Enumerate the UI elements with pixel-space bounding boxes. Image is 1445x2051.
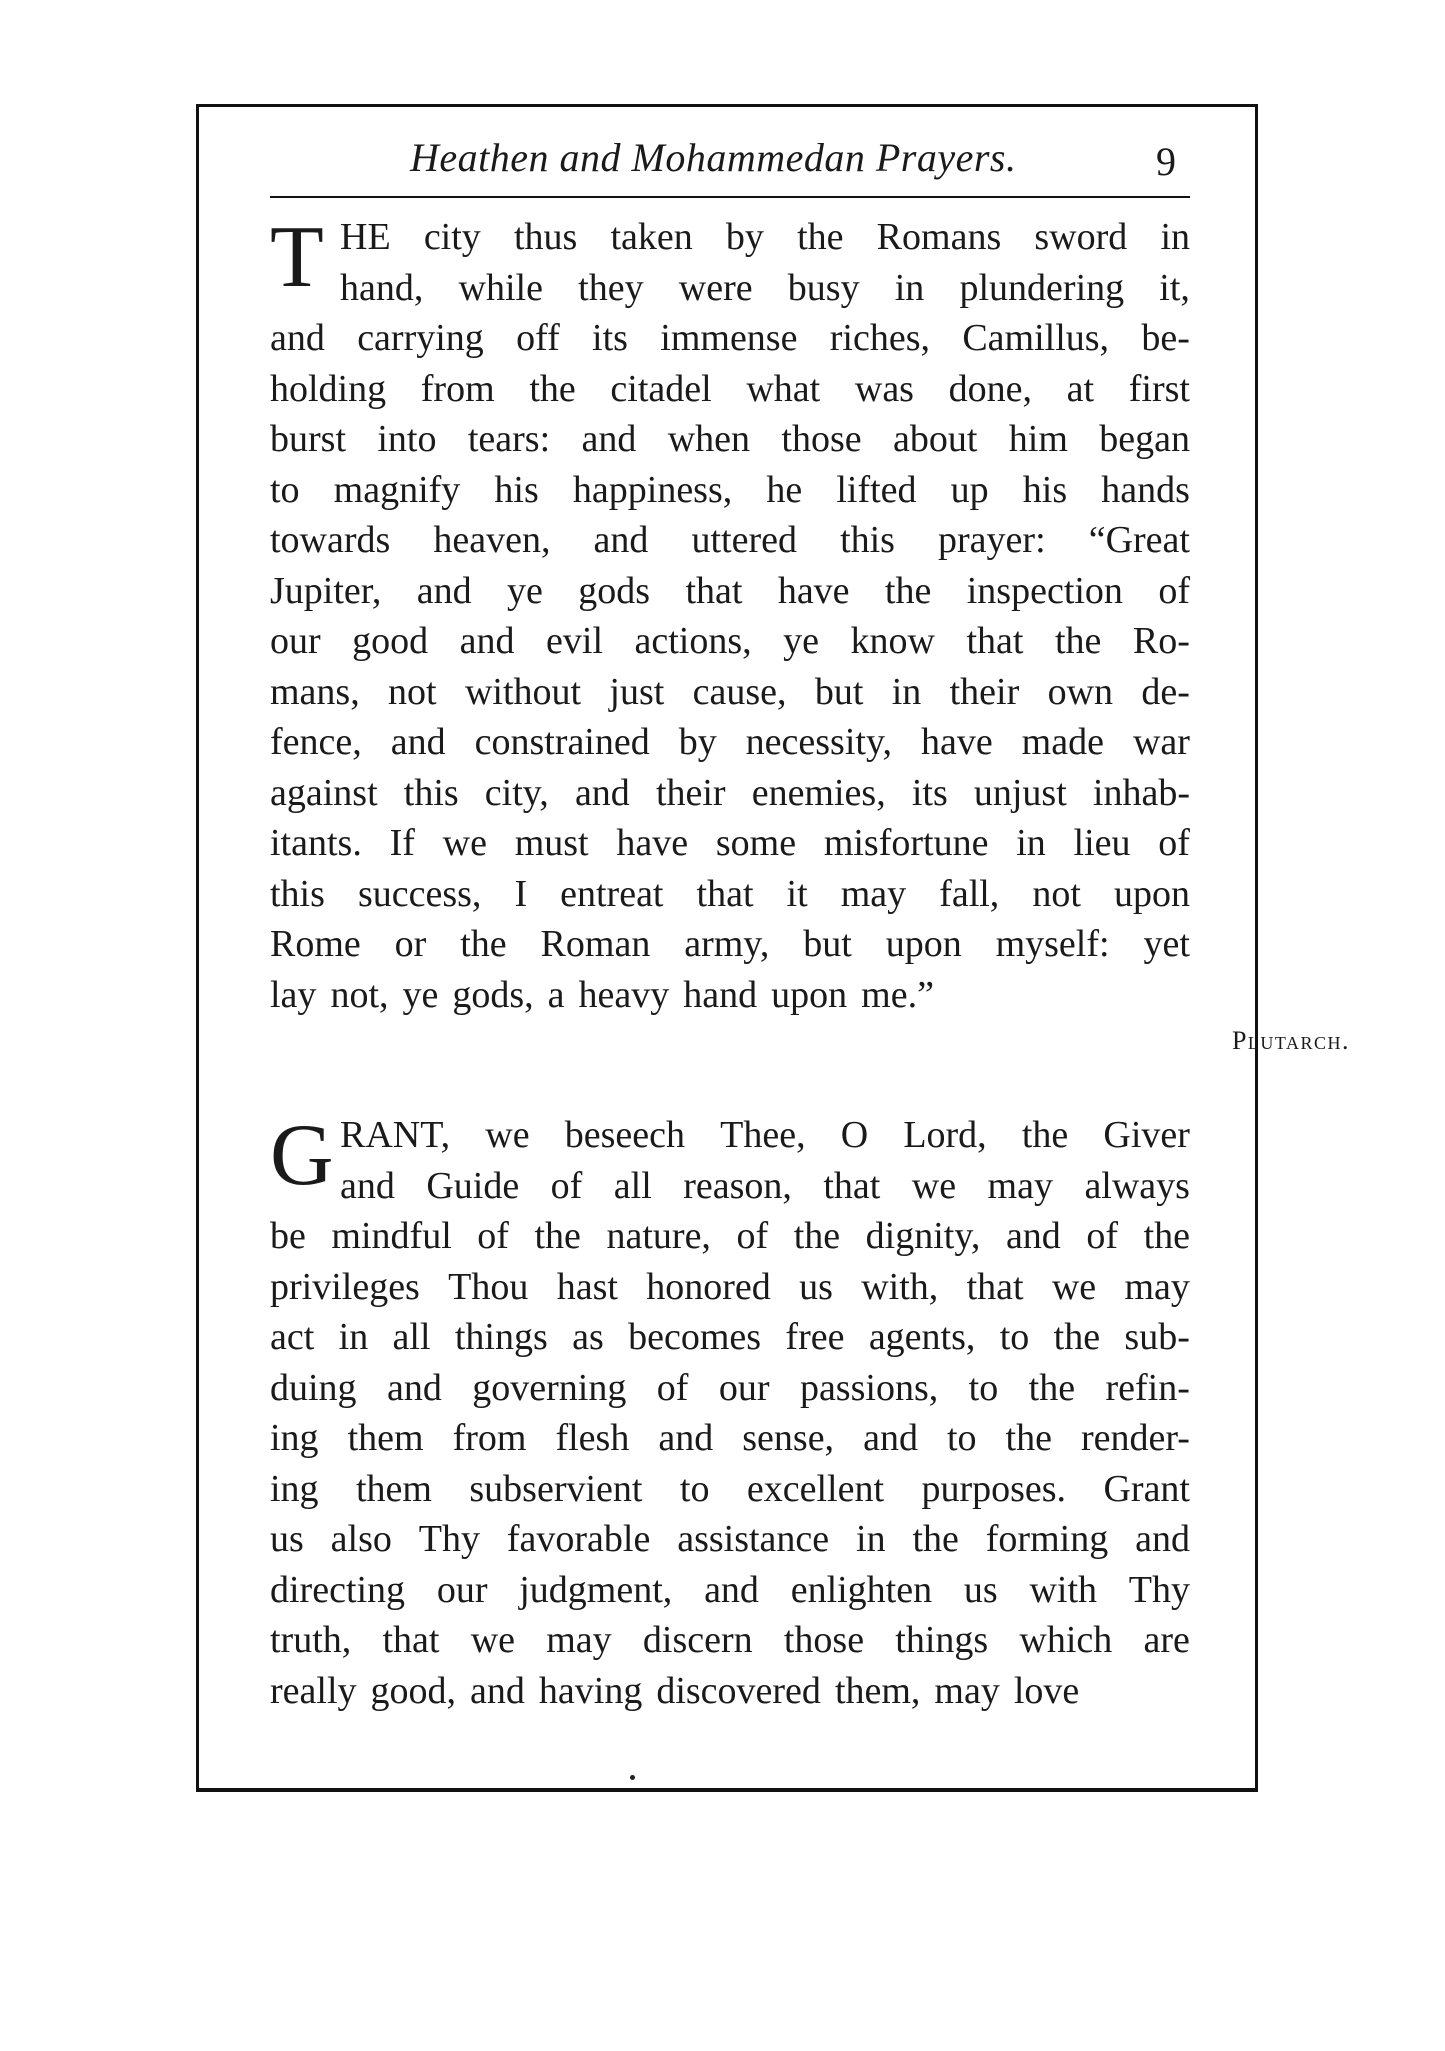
word: in xyxy=(1016,822,1046,864)
word: have xyxy=(616,822,689,864)
word: be- xyxy=(1141,317,1190,359)
word: the xyxy=(534,1215,581,1257)
word: to xyxy=(679,1467,710,1510)
word: itants. xyxy=(270,822,362,864)
word: hast xyxy=(556,1265,618,1308)
text-line xyxy=(270,1666,1190,1717)
word: from xyxy=(452,1417,527,1459)
word: to xyxy=(968,1366,999,1409)
word: and xyxy=(574,771,630,814)
word: in xyxy=(894,266,925,309)
text-line xyxy=(270,717,1190,768)
word: at xyxy=(1066,367,1095,410)
word: ing xyxy=(270,1417,319,1459)
word: lay xyxy=(270,973,317,1016)
word: that xyxy=(966,620,1024,662)
word: to xyxy=(946,1417,977,1459)
word: the xyxy=(912,1518,959,1560)
word: have xyxy=(777,569,850,612)
word: hands xyxy=(1101,468,1190,511)
word: thus xyxy=(513,216,578,258)
word: gods xyxy=(578,569,651,612)
word: may xyxy=(987,1164,1053,1207)
word: city xyxy=(423,216,481,258)
word: we xyxy=(1051,1265,1097,1308)
word: about xyxy=(892,418,978,460)
word: Thy xyxy=(418,1518,480,1560)
word: that xyxy=(685,569,743,612)
text-line xyxy=(270,1464,1190,1515)
word: passions, xyxy=(799,1366,939,1409)
text-line xyxy=(270,970,1190,1021)
word: hand, xyxy=(340,266,424,309)
word: and xyxy=(1005,1215,1061,1257)
word: judgment, xyxy=(519,1568,673,1611)
word: Thee, xyxy=(720,1114,806,1156)
word: evil xyxy=(546,620,604,662)
word: and xyxy=(863,1417,918,1459)
word: misfortune xyxy=(823,822,989,864)
text-line xyxy=(270,1262,1190,1313)
word: without xyxy=(464,670,582,713)
word: immense xyxy=(660,317,798,359)
header-rule xyxy=(270,196,1190,198)
word: RANT, xyxy=(340,1114,451,1156)
word: of xyxy=(550,1164,583,1207)
text-line xyxy=(270,616,1190,667)
word: while xyxy=(458,266,543,309)
word: Grant xyxy=(1103,1467,1190,1510)
word: actions, xyxy=(634,620,752,662)
word: O xyxy=(840,1114,869,1156)
word: we xyxy=(442,822,487,864)
word: that xyxy=(966,1265,1024,1308)
word: Rome xyxy=(270,923,361,965)
word: discovered xyxy=(656,1669,821,1712)
word: ye xyxy=(507,569,543,612)
word: made xyxy=(1021,721,1104,763)
printer-mark xyxy=(630,1775,635,1780)
word: the xyxy=(1143,1215,1190,1257)
word: of xyxy=(736,1215,769,1257)
word: with, xyxy=(861,1265,939,1308)
word: just xyxy=(609,670,665,713)
word: ye xyxy=(783,620,820,662)
word: of xyxy=(477,1215,509,1257)
word: this xyxy=(270,872,325,915)
word: from xyxy=(420,367,495,410)
text-line xyxy=(270,1211,1190,1262)
word: it, xyxy=(1159,266,1190,309)
word: and xyxy=(581,418,637,460)
word: forming xyxy=(985,1518,1109,1560)
word: enlighten xyxy=(790,1568,933,1611)
text-line xyxy=(270,919,1190,970)
word: them xyxy=(355,1467,432,1510)
word: privileges xyxy=(270,1265,420,1308)
word: upon xyxy=(1113,872,1190,915)
page-header xyxy=(270,120,1190,190)
word: not xyxy=(388,670,437,713)
word: city, xyxy=(484,771,549,814)
word: that xyxy=(696,872,754,915)
word: and xyxy=(390,721,446,763)
word: truth, xyxy=(270,1619,352,1661)
text-line xyxy=(270,465,1190,516)
word: hand xyxy=(683,973,758,1016)
word: inspection xyxy=(966,569,1123,612)
text-line xyxy=(270,566,1190,617)
word: entreat xyxy=(560,872,664,915)
word: sword xyxy=(1034,216,1128,258)
passage-camillus-prayer xyxy=(270,209,1190,1020)
word: and xyxy=(459,620,515,662)
word: and xyxy=(704,1568,759,1611)
word: cause, xyxy=(692,670,787,713)
word: their xyxy=(655,771,726,814)
word: things xyxy=(895,1619,989,1661)
word: prayer: xyxy=(938,519,1046,561)
word: good xyxy=(352,620,429,662)
text-line xyxy=(270,212,1190,263)
word: act xyxy=(270,1316,315,1358)
word: of xyxy=(1158,822,1190,864)
word: de- xyxy=(1141,670,1190,713)
word: also xyxy=(330,1518,392,1560)
word: all xyxy=(613,1164,652,1207)
word: dignity, xyxy=(865,1215,981,1257)
word: the xyxy=(529,367,576,410)
word: began xyxy=(1099,418,1190,460)
word: Camillus, xyxy=(962,317,1110,359)
word: to xyxy=(270,468,300,511)
word: plundering xyxy=(959,266,1125,309)
word: the xyxy=(1054,620,1102,662)
word: fence, xyxy=(270,721,362,763)
word: a xyxy=(547,973,565,1016)
word: always xyxy=(1084,1164,1190,1207)
word: directing xyxy=(270,1568,406,1611)
word: taken xyxy=(610,216,693,258)
word: busy xyxy=(787,266,860,309)
word: in xyxy=(338,1316,369,1358)
word: or xyxy=(394,923,427,965)
word: his xyxy=(1022,468,1068,511)
text-line xyxy=(270,414,1190,465)
word: as xyxy=(572,1316,604,1358)
word: our xyxy=(436,1568,488,1611)
dropcap-t: T xyxy=(270,209,324,306)
word: carrying xyxy=(357,317,484,359)
word: some xyxy=(715,822,797,864)
word: and xyxy=(1135,1518,1190,1560)
word: it xyxy=(786,872,808,915)
word: agents, xyxy=(868,1316,976,1358)
word: may xyxy=(546,1619,612,1661)
word: we xyxy=(470,1619,516,1661)
text-line xyxy=(270,515,1190,566)
word: myself: xyxy=(995,923,1110,965)
word: which xyxy=(1019,1619,1113,1661)
word: may xyxy=(934,1669,1000,1712)
word: and xyxy=(470,1669,525,1712)
word: the xyxy=(460,923,507,965)
text-line xyxy=(270,667,1190,718)
word: flesh xyxy=(555,1417,630,1459)
text-line xyxy=(270,1312,1190,1363)
word: and xyxy=(386,1366,442,1409)
word: HE xyxy=(340,216,391,258)
word: lieu xyxy=(1073,822,1131,864)
word: he xyxy=(766,468,803,511)
word: and xyxy=(658,1417,714,1459)
passage-grant-prayer xyxy=(270,1107,1190,1716)
word: Guide xyxy=(426,1164,520,1207)
word: up xyxy=(950,468,989,511)
word: upon xyxy=(771,973,848,1016)
word: love xyxy=(1013,1669,1080,1712)
word: Ro- xyxy=(1132,620,1190,662)
word: governing xyxy=(472,1366,627,1409)
text-line xyxy=(270,1413,1190,1464)
text-line xyxy=(270,1514,1190,1565)
text-line xyxy=(270,1161,1190,1212)
word: what xyxy=(746,367,821,410)
word: citadel xyxy=(610,367,712,410)
word: in xyxy=(1160,216,1190,258)
word: riches, xyxy=(829,317,931,359)
text-line xyxy=(270,1565,1190,1616)
word: nature, xyxy=(606,1215,711,1257)
text-line xyxy=(270,364,1190,415)
word: Lord, xyxy=(903,1114,987,1156)
word: those xyxy=(783,1619,865,1661)
word: assistance xyxy=(677,1518,830,1560)
word: that xyxy=(382,1619,440,1661)
word: constrained xyxy=(474,721,650,763)
word: our xyxy=(718,1366,770,1409)
word: its xyxy=(592,317,628,359)
word: Romans xyxy=(876,216,1002,258)
word: and xyxy=(416,569,472,612)
word: his xyxy=(494,468,539,511)
word: beseech xyxy=(564,1114,685,1156)
dropcap-g: G xyxy=(270,1107,334,1204)
word: its xyxy=(911,771,948,814)
word: yet xyxy=(1143,923,1190,965)
word: this xyxy=(840,519,895,561)
word: us xyxy=(270,1518,304,1560)
word: first xyxy=(1128,367,1190,410)
word: the xyxy=(884,569,932,612)
word: be xyxy=(270,1215,306,1257)
word: heaven, xyxy=(433,519,551,561)
word: favorable xyxy=(506,1518,651,1560)
word: of xyxy=(656,1366,689,1409)
word: of xyxy=(1158,569,1190,612)
word: honored xyxy=(646,1265,771,1308)
word: into xyxy=(377,418,437,460)
word: towards xyxy=(270,519,391,561)
word: happiness, xyxy=(572,468,733,511)
word: them, xyxy=(834,1669,921,1712)
text-line xyxy=(270,313,1190,364)
word: off xyxy=(516,317,560,359)
word: Roman xyxy=(540,923,651,965)
word: not, xyxy=(330,973,389,1016)
word: and xyxy=(593,519,649,561)
word: and xyxy=(270,317,325,359)
word: done, xyxy=(948,367,1033,410)
attribution-plutarch: Plutarch. xyxy=(1231,1026,1350,1055)
word: ye xyxy=(402,973,439,1016)
word: us xyxy=(963,1568,998,1611)
word: purposes. xyxy=(921,1467,1067,1510)
word: tears: xyxy=(467,418,551,460)
word: all xyxy=(392,1316,431,1358)
word: Thou xyxy=(448,1265,529,1308)
word: own xyxy=(1047,670,1114,713)
word: in xyxy=(891,670,922,713)
word: “Great xyxy=(1088,519,1190,561)
word: uttered xyxy=(691,519,797,561)
word: war xyxy=(1132,721,1190,763)
word: their xyxy=(949,670,1020,713)
word: render- xyxy=(1081,1417,1190,1459)
text-line xyxy=(270,1110,1190,1161)
word: the xyxy=(1005,1417,1052,1459)
word: the xyxy=(1028,1366,1076,1409)
word: enemies, xyxy=(751,771,886,814)
word: I xyxy=(514,872,528,915)
word: reason, xyxy=(683,1164,792,1207)
word: him xyxy=(1008,418,1068,460)
word: of xyxy=(1086,1215,1119,1257)
word: necessity, xyxy=(745,721,892,763)
word: unjust xyxy=(973,771,1067,814)
word: with xyxy=(1029,1568,1097,1611)
word: really xyxy=(270,1669,357,1712)
word: must xyxy=(514,822,589,864)
text-line xyxy=(270,768,1190,819)
word: upon xyxy=(885,923,962,965)
word: the xyxy=(1053,1316,1101,1358)
text-line xyxy=(270,1363,1190,1414)
word: are xyxy=(1143,1619,1190,1661)
word: becomes xyxy=(628,1316,762,1358)
word: was xyxy=(854,367,914,410)
word: and xyxy=(340,1164,395,1207)
word: they xyxy=(578,266,644,309)
word: this xyxy=(403,771,459,814)
word: were xyxy=(678,266,753,309)
word: heavy xyxy=(578,973,670,1016)
word: Thy xyxy=(1128,1568,1190,1611)
word: army, xyxy=(684,923,770,965)
word: me.” xyxy=(861,973,934,1016)
word: against xyxy=(270,771,378,814)
word: know xyxy=(850,620,935,662)
word: gods, xyxy=(452,973,534,1016)
word: having xyxy=(538,1669,643,1712)
running-title: Heathen and Mohammedan Prayers. xyxy=(410,135,1017,180)
text-line xyxy=(270,818,1190,869)
word: to xyxy=(999,1316,1030,1358)
word: If xyxy=(389,822,415,864)
word: duing xyxy=(270,1366,357,1409)
word: fall, xyxy=(939,872,1000,915)
word: we xyxy=(911,1164,957,1207)
page-number: 9 xyxy=(1156,139,1176,184)
word: the xyxy=(793,1215,841,1257)
word: the xyxy=(1021,1114,1069,1156)
word: not xyxy=(1032,872,1081,915)
word: have xyxy=(920,721,993,763)
word: inhab- xyxy=(1092,771,1190,814)
word: sense, xyxy=(742,1417,835,1459)
word: our xyxy=(270,620,321,662)
word: discern xyxy=(642,1619,753,1661)
word: subservient xyxy=(469,1467,643,1510)
word: us xyxy=(799,1265,833,1308)
word: but xyxy=(803,923,852,965)
word: holding xyxy=(270,367,387,410)
word: ing xyxy=(270,1467,319,1510)
word: excellent xyxy=(746,1467,885,1510)
word: magnify xyxy=(333,468,461,511)
word: burst xyxy=(270,418,346,460)
word: Jupiter, xyxy=(270,569,382,612)
word: success, xyxy=(357,872,482,915)
word: things xyxy=(454,1316,548,1358)
word: lifted xyxy=(836,468,917,511)
word: that xyxy=(823,1164,881,1207)
word: the xyxy=(797,216,844,258)
word: mans, xyxy=(270,670,360,713)
word: when xyxy=(667,418,751,460)
word: good, xyxy=(370,1669,457,1712)
word: refin- xyxy=(1105,1366,1190,1409)
word: sub- xyxy=(1124,1316,1190,1358)
word: in xyxy=(856,1518,886,1560)
text-line xyxy=(270,1615,1190,1666)
word: those xyxy=(781,418,862,460)
word: may xyxy=(840,872,907,915)
text-line xyxy=(270,263,1190,314)
word: may xyxy=(1124,1265,1190,1308)
word: Giver xyxy=(1103,1114,1190,1156)
text-line xyxy=(270,869,1190,920)
word: by xyxy=(678,721,717,763)
word: them xyxy=(347,1417,424,1459)
word: by xyxy=(725,216,764,258)
word: mindful xyxy=(331,1215,452,1257)
word: but xyxy=(814,670,864,713)
word: free xyxy=(785,1316,845,1358)
word: we xyxy=(485,1114,530,1156)
